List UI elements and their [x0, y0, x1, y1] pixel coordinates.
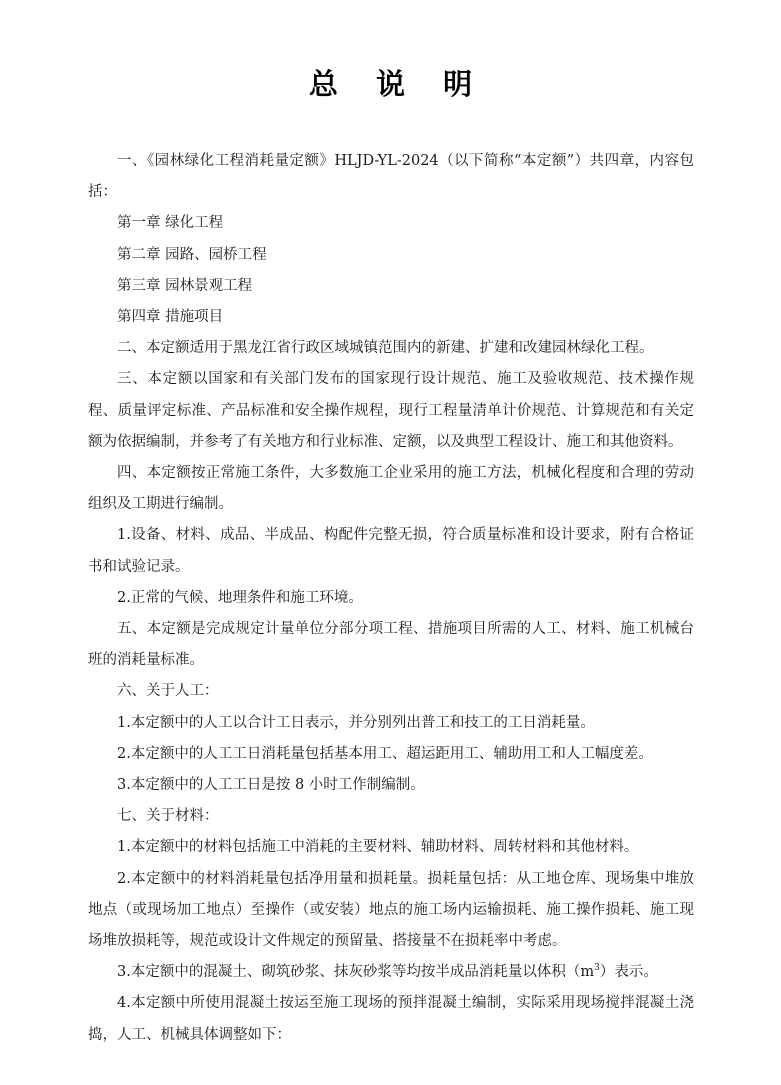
cubic-superscript: 3 — [594, 963, 600, 974]
document-body — [88, 146, 694, 1051]
paragraph-materials-2: 2.本定额中的材料消耗量包括净用量和损耗量。损耗量包括：从工地仓库、现场集中堆放地点（或现场加工地点）至操作（或安装）地点的施工场内运输损耗、施工操作损耗、施工现场堆放损耗等，规范或设计文件规定的预留量、搭接量不在损耗率中考虑。 — [88, 870, 694, 950]
paragraph-scope: 二、本定额适用于黑龙江省行政区域城镇范围内的新建、扩建和改建园林绿化工程。 — [117, 340, 654, 357]
section-heading-labor: 六、关于人工： — [117, 683, 219, 700]
paragraph-materials-1: 1.本定额中的材料包括施工中消耗的主要材料、辅助材料、周转材料和其他材料。 — [117, 839, 639, 856]
paragraph-standard: 五、本定额是完成规定计量单位分部分项工程、措施项目所需的人工、材料、施工机械台班的消耗量标准。 — [88, 621, 694, 669]
section-heading-materials: 七、关于材料： — [117, 808, 219, 825]
paragraph-materials-4: 4.本定额中所使用混凝土按运至施工现场的预拌混凝土编制，实际采用现场搅拌混凝土浇捣，人工、机械具体调整如下： — [88, 995, 694, 1043]
materials-3-text-end: ）表示。 — [599, 964, 658, 981]
paragraph-conditions: 四、本定额按正常施工条件，大多数施工企业采用的施工方法，机械化程度和合理的劳动组织及工期进行编制。 — [88, 465, 694, 513]
paragraph-labor-2: 2.本定额中的人工工日消耗量包括基本用工、超运距用工、辅助用工和人工幅度差。 — [117, 745, 653, 762]
paragraph-condition-1: 1.设备、材料、成品、半成品、构配件完整无损，符合质量标准和设计要求，附有合格证书和试验记录。 — [88, 527, 694, 575]
paragraph-labor-1: 1.本定额中的人工以合计工日表示，并分别列出普工和技工的工日消耗量。 — [117, 714, 595, 731]
materials-3-text: 3.本定额中的混凝土、砌筑砂浆、抹灰砂浆等均按半成品消耗量以体积（m — [117, 964, 595, 981]
paragraph-labor-3: 3.本定额中的人工工日是按 8 小时工作制编制。 — [117, 777, 425, 794]
chapter-item: 第一章 绿化工程 — [117, 215, 224, 232]
paragraph-condition-2: 2.正常的气候、地理条件和施工环境。 — [117, 589, 363, 606]
paragraph-materials-3 — [88, 957, 694, 988]
page-title: 总 说 明 — [308, 67, 487, 101]
chapter-item: 第三章 园林景观工程 — [117, 277, 253, 294]
chapter-item: 第四章 措施项目 — [117, 309, 224, 326]
chapter-item: 第二章 园路、园桥工程 — [117, 246, 267, 263]
paragraph-basis: 三、本定额以国家和有关部门发布的国家现行设计规范、施工及验收规范、技术操作规程、质量评定标准、产品标准和安全操作规程，现行工程量清单计价规范、计算规范和有关定额为依据编制，并参考了有关地方和行业标准、定额，以及典型工程设计、施工和其他资料。 — [88, 371, 694, 450]
paragraph-intro: 一、《园林绿化工程消耗量定额》HLJD-YL-2024（以下简称“本定额”）共四章，内容包括： — [88, 153, 694, 201]
